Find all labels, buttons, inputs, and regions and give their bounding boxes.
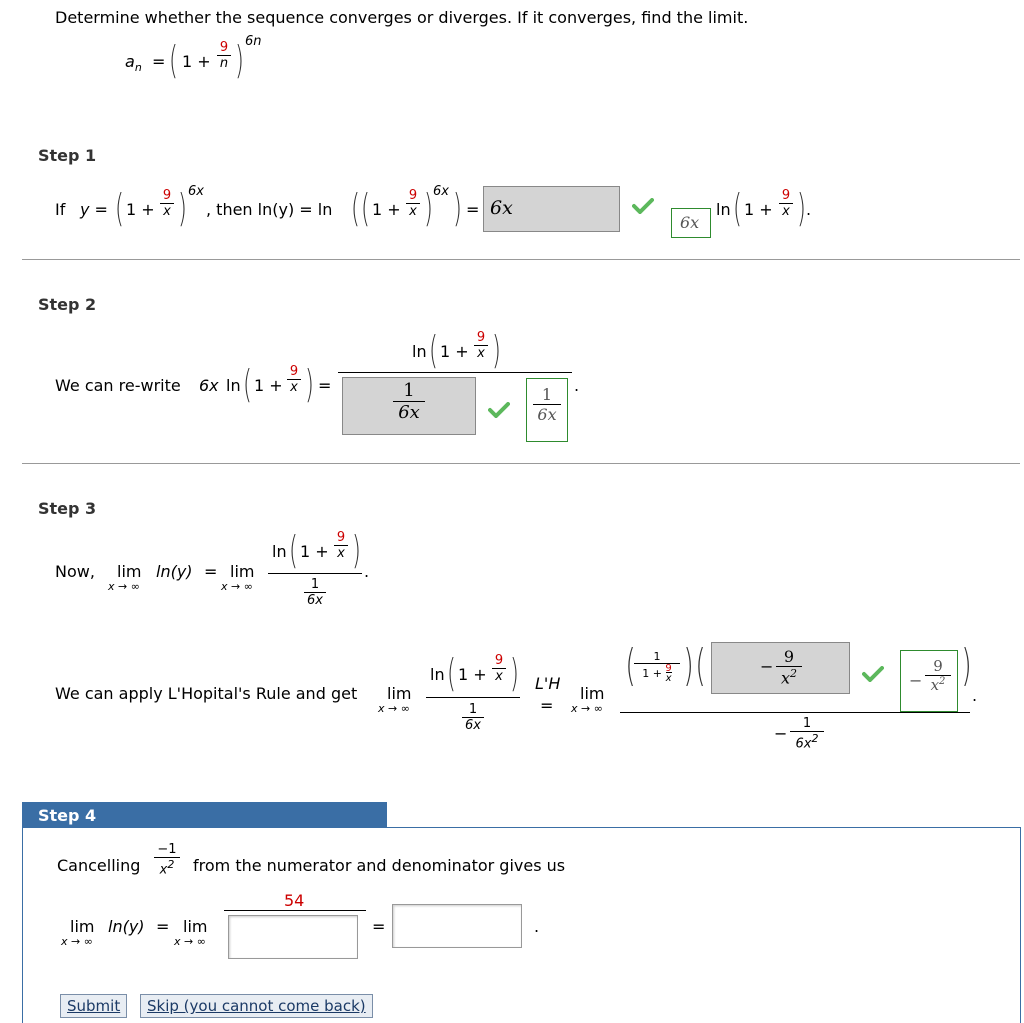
paren-close: ): [304, 362, 314, 406]
lhopital-text: We can apply L'Hopital's Rule and get: [55, 684, 358, 703]
ln-y: ln(y): [108, 917, 145, 936]
ln-text: ln: [412, 342, 427, 361]
now-text: Now,: [55, 562, 95, 581]
exponent-6x: 6x: [433, 184, 449, 199]
step2-label: Step 2: [38, 295, 97, 314]
paren-close: ): [177, 186, 187, 230]
lim-subscript: x → ∞: [61, 935, 93, 948]
equals-sign: =: [204, 562, 218, 581]
one-plus: 1 +: [126, 200, 155, 219]
ln-text: ln: [226, 376, 241, 395]
fraction-1-over-1-plus-9-over-x: 1 $1 + \frac{9}{x}$: [634, 650, 680, 684]
checkmark-icon: [862, 666, 884, 686]
ln-text: ln: [272, 542, 287, 561]
ln-text: ln: [430, 665, 445, 684]
question-prompt: Determine whether the sequence converges or diverges. If it converges, find the limit.: [55, 8, 749, 27]
step4-header: Step 4: [22, 802, 387, 828]
lim-text: lim: [580, 684, 605, 703]
fraction-9-over-x: $\frac{9}{x}$: [492, 653, 506, 684]
one-plus: 1 +: [372, 200, 401, 219]
paren-open: (: [428, 328, 438, 372]
y-equals: y =: [80, 200, 108, 219]
step4-denominator-input[interactable]: [228, 915, 358, 959]
one-plus: 1 +: [254, 376, 283, 395]
fraction-9-over-x: $\frac{9}{x}$: [160, 188, 174, 219]
paren-open: (: [288, 528, 298, 572]
fraction-bar: [224, 910, 366, 911]
paren-close: ): [683, 640, 694, 691]
paren-open: (: [360, 186, 370, 230]
lhopital-label: L'H: [535, 674, 561, 693]
divider: [22, 463, 1020, 464]
fraction-bar: [268, 573, 362, 574]
lim-subscript: x → ∞: [108, 580, 140, 593]
lim-text: lim: [183, 917, 208, 936]
step1-correct-answer: 6x: [671, 208, 711, 238]
fraction-1-over-6x: $\frac{1}{6x}$: [304, 577, 326, 608]
period: .: [364, 562, 370, 581]
fraction-9-over-x: $\frac{9}{x}$: [474, 330, 488, 361]
fraction-neg1-over-x-squared: $\frac{-1}{x^2}$: [154, 842, 180, 877]
paren-open: (: [732, 186, 742, 230]
paren-close: ): [961, 640, 972, 691]
fraction-bar: [620, 712, 970, 713]
cancelling-rest-text: from the numerator and denominator gives us: [193, 856, 566, 875]
lim-text: lim: [70, 917, 95, 936]
paren-close: ): [423, 186, 433, 230]
equals-sign: =: [540, 696, 554, 715]
numerator-54: 54: [284, 891, 305, 910]
skip-button[interactable]: Skip (you cannot come back): [140, 994, 373, 1018]
lim-text: lim: [387, 684, 412, 703]
paren-close: ): [796, 186, 806, 230]
lim-text: lim: [230, 562, 255, 581]
equals-sign: =: [152, 52, 166, 71]
step3-correct-answer: − $\frac{9}{x^2}$: [900, 650, 958, 712]
ln-text: ln: [716, 200, 731, 219]
equals-sign: =: [372, 917, 386, 936]
fraction-9-over-x: $\frac{9}{x}$: [334, 530, 348, 561]
one-plus: 1 +: [744, 200, 773, 219]
paren-open: (: [446, 651, 456, 695]
fraction-9-over-x: $\frac{9}{x}$: [287, 364, 301, 395]
paren-close: ): [509, 651, 519, 695]
divider: [22, 259, 1020, 260]
paren-open: (: [168, 38, 178, 82]
checkmark-icon: [632, 198, 654, 218]
lim-subscript: x → ∞: [571, 702, 603, 715]
lim-text: lim: [117, 562, 142, 581]
if-text: If: [55, 200, 66, 219]
fraction-9-over-x: $\frac{9}{x}$: [406, 188, 420, 219]
lim-subscript: x → ∞: [221, 580, 253, 593]
equals-sign: =: [156, 917, 170, 936]
paren-open: (: [114, 186, 124, 230]
ln-y: ln(y): [156, 562, 193, 581]
paren-open: (: [625, 640, 636, 691]
exponent-6n: 6n: [245, 34, 262, 49]
equals-sign: =: [318, 376, 332, 395]
step4-answer-input[interactable]: [392, 904, 522, 948]
one-plus: 1 +: [182, 52, 211, 71]
then-ln-y-text: , then ln(y) = ln: [206, 200, 333, 219]
one-plus: 1 +: [458, 665, 487, 684]
minus-sign: −: [774, 724, 788, 743]
paren-open: (: [242, 362, 252, 406]
period: .: [534, 917, 540, 936]
period: .: [574, 376, 580, 395]
submit-button[interactable]: Submit: [60, 994, 127, 1018]
fraction-1-over-6x-squared: $\frac{1}{6x^2}$: [790, 716, 824, 751]
lim-subscript: x → ∞: [378, 702, 410, 715]
step1-label: Step 1: [38, 146, 97, 165]
sequence-an: $a_n$: [125, 52, 142, 75]
exponent-6x: 6x: [188, 184, 204, 199]
step3-label: Step 3: [38, 499, 97, 518]
period: .: [972, 686, 978, 705]
cancelling-text: Cancelling: [57, 856, 141, 875]
fraction-9-over-x: $\frac{9}{x}$: [779, 188, 793, 219]
period: .: [806, 200, 812, 219]
fraction-1-over-6x: $\frac{1}{6x}$: [462, 702, 484, 733]
paren-close-outer: ): [452, 186, 462, 230]
paren-close: ): [351, 528, 361, 572]
paren-close: ): [234, 38, 244, 82]
checkmark-icon: [488, 402, 510, 422]
one-plus: 1 +: [440, 342, 469, 361]
fraction-bar: [338, 372, 572, 373]
step2-correct-answer: $\frac{1}{6x}$: [526, 378, 568, 442]
one-plus: 1 +: [300, 542, 329, 561]
rewrite-text: We can re-write: [55, 376, 181, 395]
step3-answer-input[interactable]: − $\frac{9}{x^2}$: [711, 642, 850, 694]
step1-answer-input[interactable]: 6x: [483, 186, 620, 232]
fraction-9-over-n: $\frac{9}{n}$: [217, 40, 231, 71]
fraction-bar: [426, 697, 520, 698]
equals-sign: =: [466, 200, 480, 219]
paren-open: (: [695, 640, 706, 691]
paren-open-outer: (: [350, 186, 360, 230]
step2-answer-input[interactable]: $\frac{1}{6x}$: [342, 377, 476, 435]
coefficient-6x: 6x: [199, 376, 219, 395]
lim-subscript: x → ∞: [174, 935, 206, 948]
paren-close: ): [491, 328, 501, 372]
